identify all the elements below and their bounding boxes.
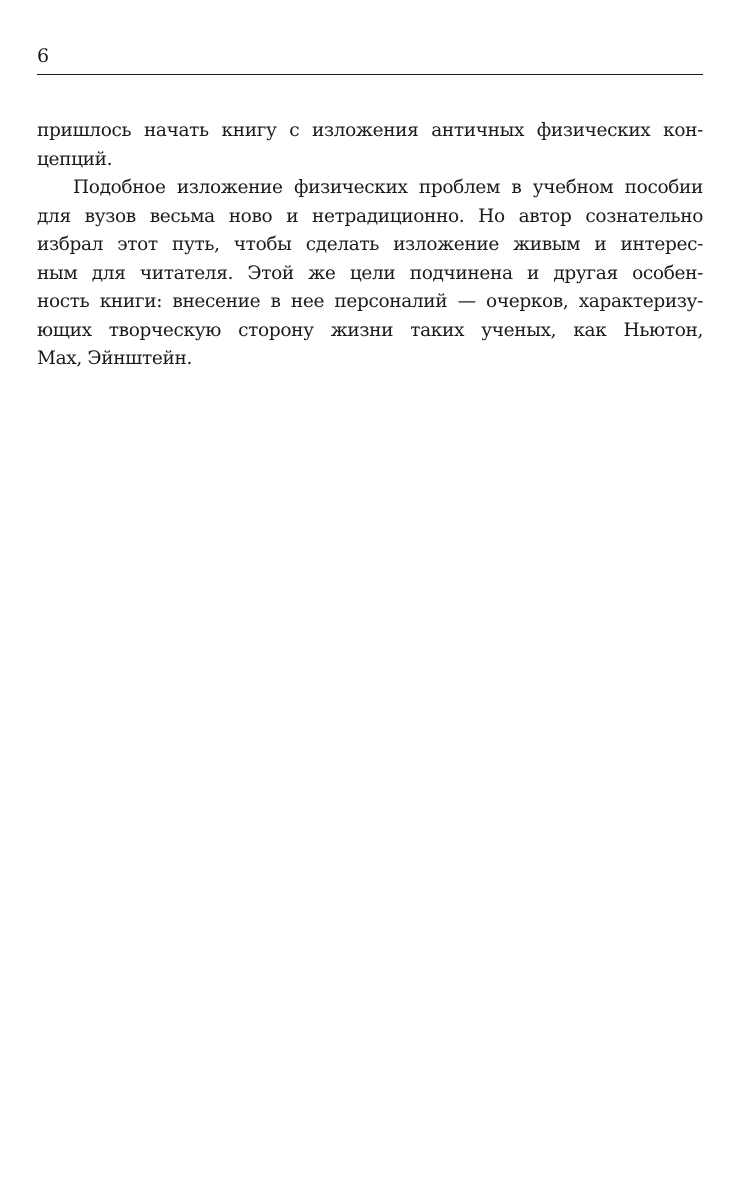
- text-line: цепций.: [37, 148, 113, 170]
- body-text: [37, 117, 703, 374]
- text-line: ность книги: внесение в нее персоналий — очерков, характеризу-: [37, 291, 703, 312]
- page-number: 6: [37, 45, 50, 67]
- text-line: Мах, Эйнштейн.: [37, 348, 193, 369]
- header-rule: [37, 74, 703, 75]
- text-line: избрал этот путь, чтобы сделать изложение живым и интерес-: [37, 234, 703, 255]
- text-line: для вузов весьма ново и нетрадиционно. Но автор сознательно: [37, 205, 703, 227]
- paragraph-continuation: [37, 117, 703, 174]
- text-line: пришлось начать книгу с изложения античных физических кон-: [37, 120, 703, 141]
- paragraph: [37, 174, 703, 374]
- text-line: Подобное изложение физических проблем в учебном пособии: [73, 177, 703, 198]
- text-line: ным для читателя. Этой же цели подчинена и другая особен-: [37, 262, 703, 284]
- text-line: ющих творческую сторону жизни таких ученых, как Ньютон,: [37, 319, 703, 341]
